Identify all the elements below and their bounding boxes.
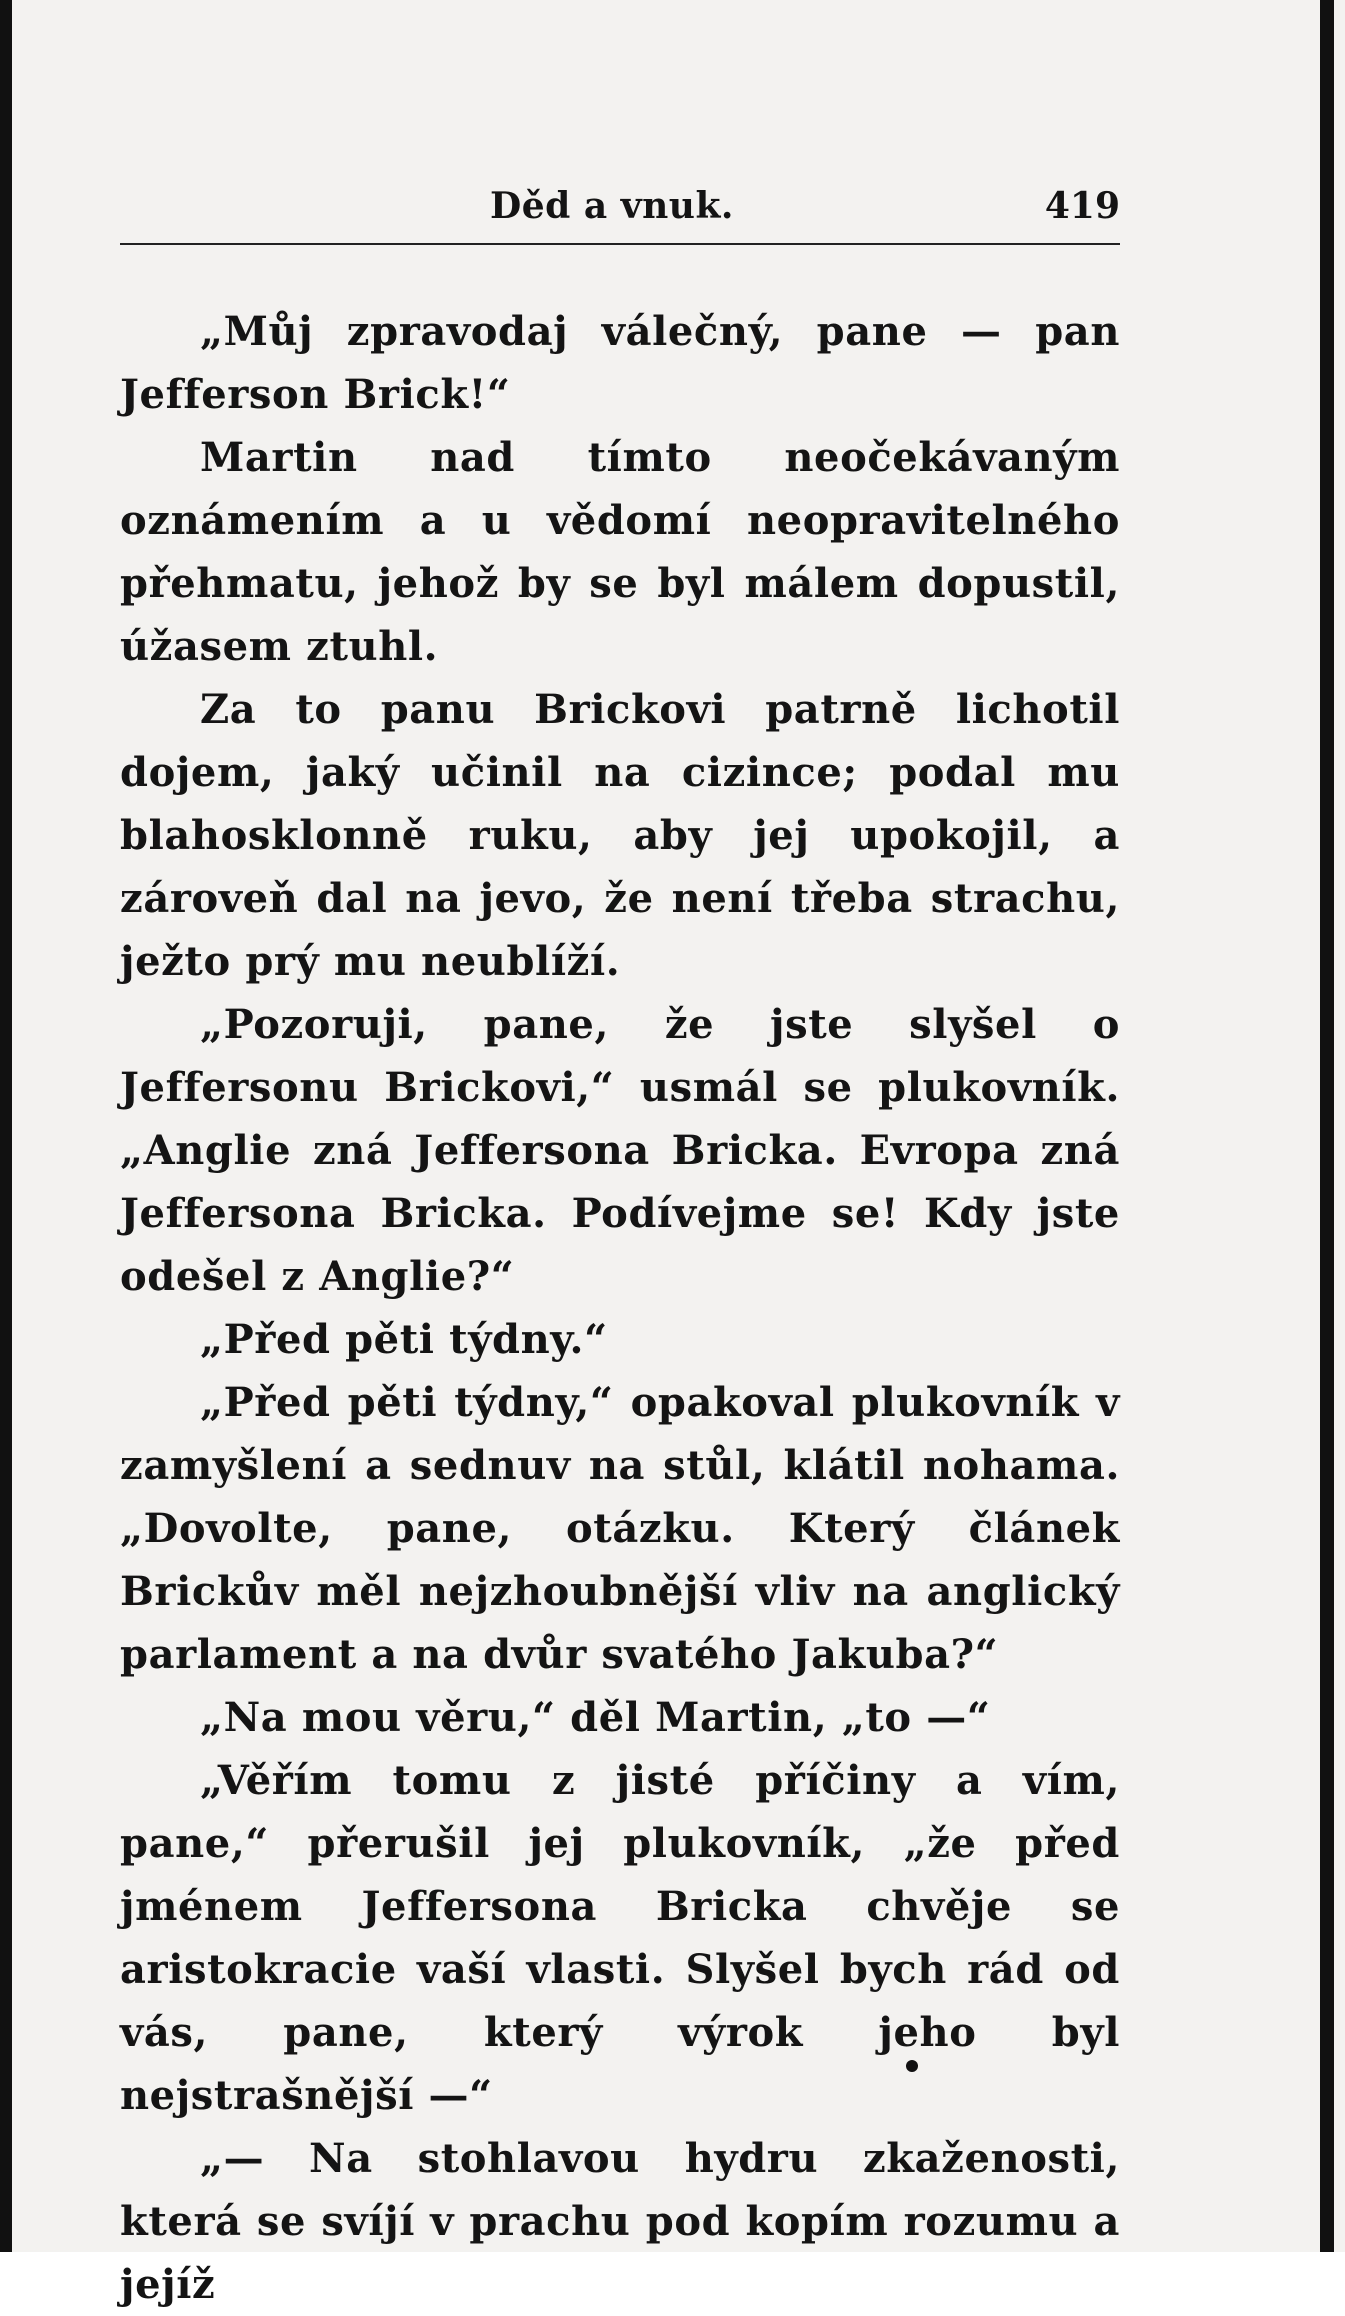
running-title: Děd a vnuk.: [490, 185, 734, 227]
paragraph: Martin nad tímto neočekávaným oznámením a u vědomí neopravitelného přehmatu, jehož by se byl málem dopustil, úžasem ztuhl.: [120, 434, 1120, 670]
running-header: [120, 185, 1120, 235]
paragraph: „— Na stohlavou hydru zkaženosti, která se svíjí v prachu pod kopím rozumu a jejíž: [120, 2135, 1120, 2308]
paragraph: „Před pěti týdny,“ opakoval plukovník v zamyšlení a sednuv na stůl, klátil nohama. „Dovolte, pane, otázku. Který článek Brickův měl nejzhoubnější vliv na anglický parlament a na dvůr svatého Jakuba?“: [120, 1379, 1120, 1678]
paragraph: „Věřím tomu z jisté příčiny a vím, pane,“ přerušil jej plukovník, „že před jménem Jeffersona Bricka chvěje se aristokracie vaší vlasti. Slyšel bych rád od vás, pane, který výrok jeho byl nejstrašnější —“: [120, 1757, 1120, 2119]
header-rule: [120, 243, 1120, 245]
paragraph: „Pozoruji, pane, že jste slyšel o Jeffersonu Brickovi,“ usmál se plukovník. „Anglie zná Jeffersona Bricka. Evropa zná Jeffersona Bricka. Podívejme se! Kdy jste odešel z Anglie?“: [120, 1001, 1120, 1300]
right-page-edge: [1320, 0, 1334, 2252]
page-number: 419: [1044, 185, 1120, 227]
paragraph: „Na mou věru,“ děl Martin, „to —“: [200, 1694, 991, 1741]
left-binding-edge: [0, 0, 12, 2252]
paragraph: Za to panu Brickovi patrně lichotil dojem, jaký učinil na cizince; podal mu blahosklonně ruku, aby jej upokojil, a zároveň dal na jevo, že není třeba strachu, ježto prý mu neublíží.: [120, 686, 1120, 985]
paragraph: „Před pěti týdny.“: [200, 1316, 608, 1363]
paragraph: „Můj zpravodaj válečný, pane — pan Jefferson Brick!“: [120, 308, 1120, 418]
page-body: [120, 300, 1120, 2316]
printer-mark: [906, 2060, 918, 2072]
